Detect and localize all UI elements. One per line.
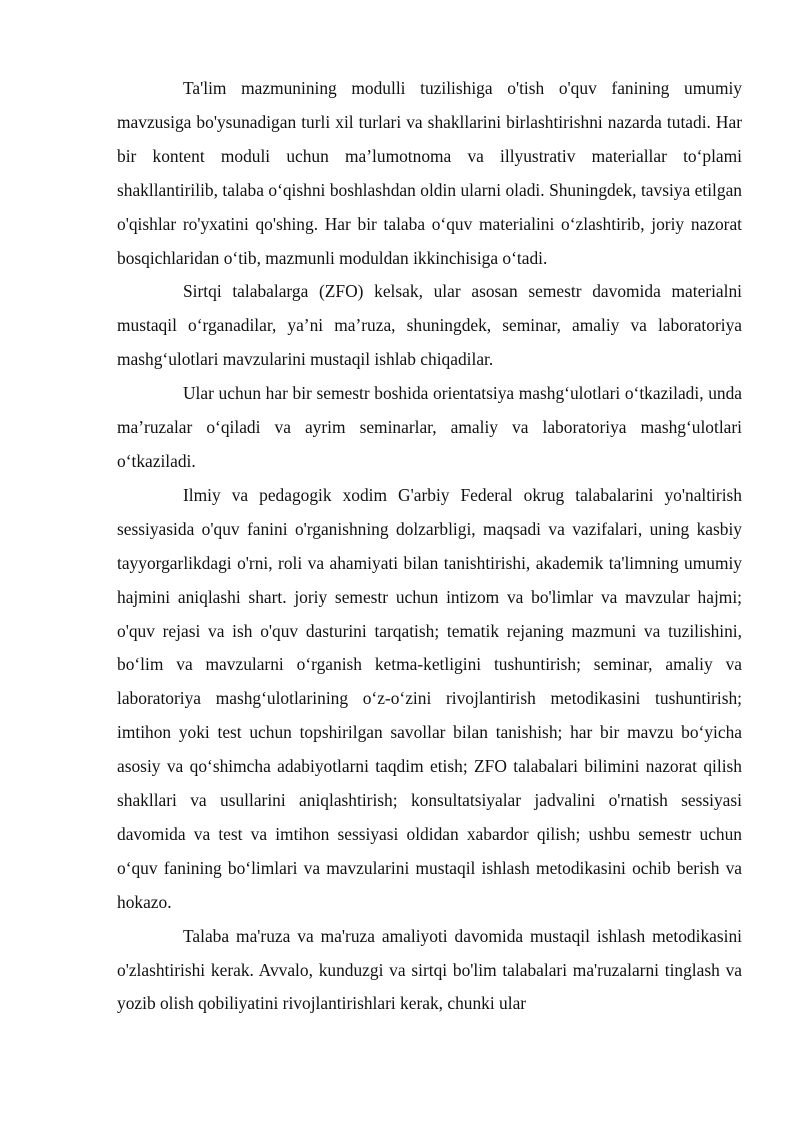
- paragraph-modular-structure: Ta'lim mazmunining modulli tuzilishiga o'tish o'quv fanining umumiy mavzusiga bo'ysunadigan turli xil turlari va shakllarini birlashtirishni nazarda tutadi. Har bir kontent moduli uchun ma’lumotnoma va illyustrativ materiallar to‘plami shakllantirilib, talaba o‘qishni boshlashdan oldin ularni oladi. Shuningdek, tavsiya etilgan o'qishlar ro'yxatini qo'shing. Har bir talaba o‘quv materialini o‘zlashtirib, joriy nazorat bosqichlaridan o‘tib, mazmunli moduldan ikkinchisiga o‘tadi.: [117, 78, 742, 268]
- paragraph-independent-work: Talaba ma'ruza va ma'ruza amaliyoti davomida mustaqil ishlash metodikasini o'zlashtirishi kerak. Avvalo, kunduzgi va sirtqi bo'lim talabalari ma'ruzalarni tinglash va yozib olish qobiliyatini rivojlantirishlari kerak, chunki ular: [117, 925, 742, 1014]
- paragraph-orientation-sessions: Ular uchun har bir semestr boshida orientatsiya mashg‘ulotlari o‘tkaziladi, unda ma’ruzalar o‘qiladi va ayrim seminarlar, amaliy va laboratoriya mashg‘ulotlari o‘tkaziladi.: [117, 383, 742, 471]
- paragraph-staff-duties: Ilmiy va pedagogik xodim G'arbiy Federal okrug talabalarini yo'naltirish sessiyasida o'quv fanini o'rganishning dolzarbligi, maqsadi va vazifalari, uning kasbiy tayyorgarlikdagi o'rni, roli va ahamiyati bilan tanishtirishi, akademik ta'limning umumiy hajmini aniqlashi shart. joriy semestr uchun intizom va bo'limlar va mavzular hajmi; o'quv rejasi va ish o'quv dasturini tarqatish; tematik rejaning mazmuni va tuzilishini, bo‘lim va mavzularni o‘rganish ketma-ketligini tushuntirish; seminar, amaliy va laboratoriya mashg‘ulotlarining o‘z-o‘zini rivojlantirish metodikasini tushuntirish; imtihon yoki test uchun topshirilgan savollar bilan tanishish; har bir mavzu bo‘yicha asosiy va qo‘shimcha adabiyotlarni taqdim etish; ZFO talabalari bilimini nazorat qilish shakllari va usullarini aniqlashtirish; konsultatsiyalar jadvalini o'rnatish sessiyasi davomida va test va imtihon sessiyasi oldidan xabardor qilish; ushbu semestr uchun o‘quv fanining bo‘limlari va mavzularini mustaqil ishlash metodikasini ochib berish va hokazo.: [117, 484, 742, 912]
- document-page: [117, 72, 742, 1021]
- paragraph-distance-students: Sirtqi talabalarga (ZFO) kelsak, ular asosan semestr davomida materialni mustaqil o‘rganadilar, ya’ni ma’ruza, shuningdek, seminar, amaliy va laboratoriya mashg‘ulotlari mavzularini mustaqil ishlab chiqadilar.: [117, 281, 742, 370]
